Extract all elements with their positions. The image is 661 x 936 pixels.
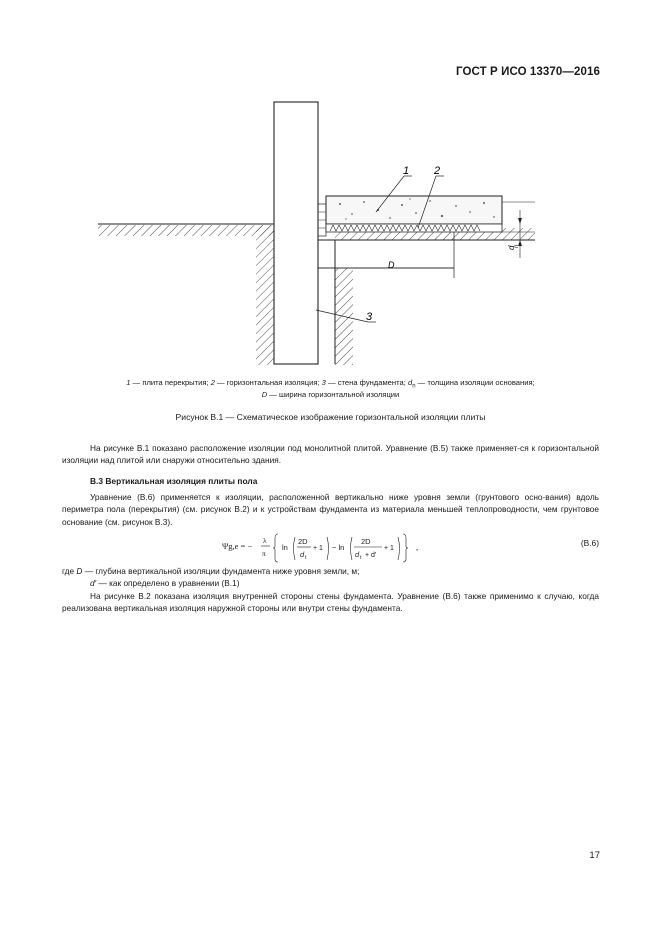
section-title: B.3 Вертикальная изоляция плиты пола (90, 476, 258, 486)
formula-dt-1-sub: t (305, 555, 307, 561)
definition-dprime: d′ — как определено в уравнении (B.1) (90, 577, 240, 588)
dim-dn-label: d (507, 245, 516, 250)
formula-2d-1: 2D (298, 537, 308, 546)
dim-d-label: D (388, 260, 395, 270)
formula-plus1-b: + 1 (384, 545, 394, 552)
formula-b6 (220, 531, 440, 565)
dim-dn-sub: n (514, 244, 520, 248)
equation-number: (B.6) (580, 538, 599, 548)
callout-1: 1 (403, 165, 410, 177)
paragraph-3: На рисунке B.2 показана изоляция внутренней стороны стены фундамента. Уравнение (B.6) также применимо к случаю, когда реализована вертикальная изоляция наружной стороны или внутри стены фундамента. (62, 591, 599, 614)
figure-caption: Рисунок B.1 — Схематическое изображение горизонтальной изоляции плиты (175, 412, 486, 422)
callout-2: 2 (434, 165, 441, 177)
figure-b1-diagram (90, 92, 540, 372)
foundation-wall (274, 102, 318, 364)
paragraph-2: Уравнение (B.6) применяется к изоляции, расположенной вертикально ниже уровня земли (грунтового осно-вания) вдоль периметра пола (перекрытия) (см. рисунок B.2) и к устройствам фундамента из материала меньшей теплопроводности, чем грунтовое основание (см. рисунок B.3). (62, 492, 599, 527)
page-number: 17 (589, 850, 600, 861)
formula-comma: , (416, 542, 419, 552)
formula-plus1-a: + 1 (313, 545, 323, 552)
document-header: ГОСТ Р ИСО 13370—2016 (455, 66, 600, 78)
figure-legend-line2: D — ширина горизонтальной изоляции (261, 390, 400, 399)
formula-dt-2: d (355, 550, 360, 559)
paragraph-1: На рисунке B.1 показано расположение изоляции под монолитной плитой. Уравнение (B.5) также применяет-ся к горизонтальной изоляции над плитой или снаружи относительно здания. (62, 443, 599, 466)
formula-minus-ln: − ln (332, 543, 345, 552)
formula-dt-1: d (300, 550, 305, 559)
formula-pi: π (262, 549, 266, 558)
formula-lhs: Ψg,e = − (222, 541, 253, 551)
formula-ln1: ln (282, 543, 288, 552)
definition-d: где D — глубина вертикальной изоляции фундамента ниже уровня земли, м; (62, 566, 360, 576)
formula-dt-2-sub: t (360, 555, 362, 561)
floor-slab (326, 196, 502, 224)
formula-2d-2: 2D (361, 537, 371, 546)
formula-plus-dprime: + d′ (365, 552, 377, 559)
callout-3: 3 (366, 311, 373, 323)
definitions (62, 566, 599, 590)
figure-legend-line1: 1 — плита перекрытия; 2 — горизонтальная изоляция; 3 — стена фундамента; $d_n$ — толщина изоляции основания; (126, 378, 535, 390)
formula-lambda: λ (263, 536, 267, 545)
